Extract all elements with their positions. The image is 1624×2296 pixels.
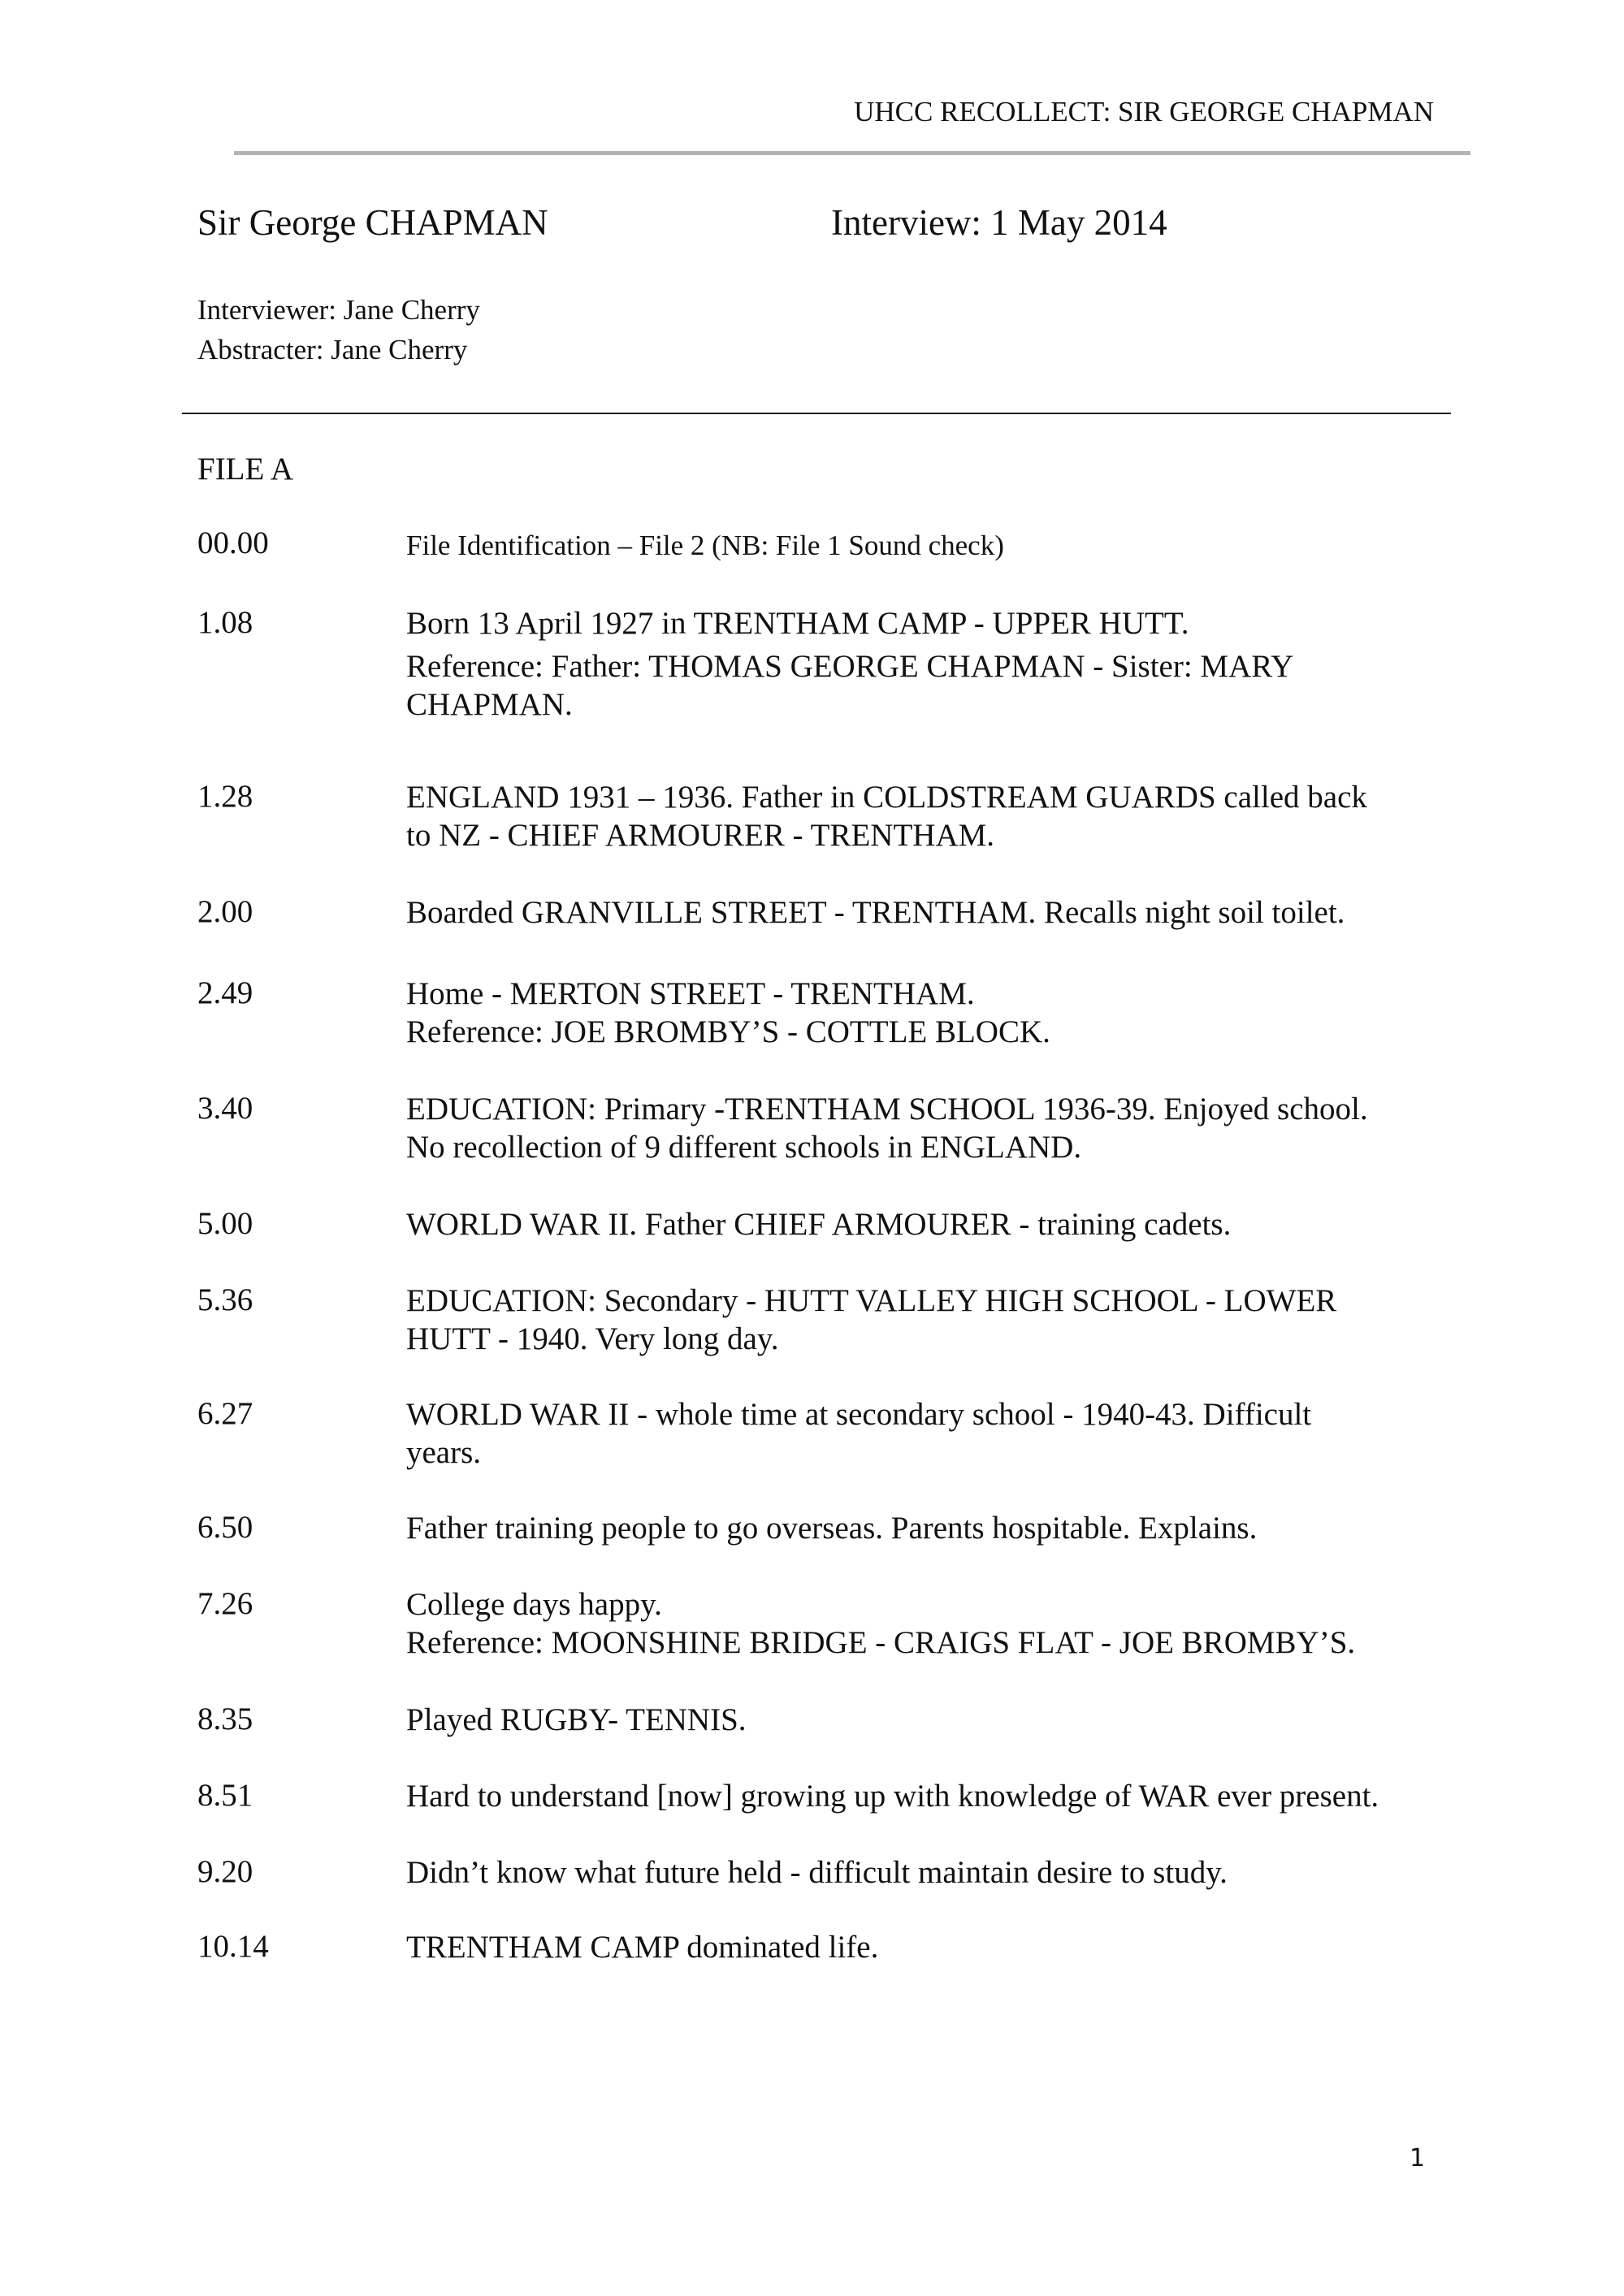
entry-text [406,526,1454,564]
entry-line: EDUCATION: Secondary - HUTT VALLEY HIGH SCHOOL - LOWER [406,1283,1337,1318]
page-number: 1 [1410,2144,1426,2173]
interviewer-line: Interviewer: Jane Cherry [197,294,480,326]
interviewee-name: Sir George CHAPMAN [197,202,548,243]
entry-time: 00.00 [197,525,269,560]
entry-text [406,778,1454,854]
entry-text [406,975,1454,1051]
entry-text [406,1777,1454,1815]
entry-line: WORLD WAR II - whole time at secondary school - 1940-43. Difficult [406,1397,1312,1432]
entry-line: TRENTHAM CAMP dominated life. [406,1930,879,1965]
entry-text [406,1282,1454,1358]
entry-line: CHAPMAN. [406,687,573,722]
entry-text [406,604,1454,642]
entry-text [406,893,1454,932]
entry-line: Home - MERTON STREET - TRENTHAM. [406,976,975,1011]
entry-time: 1.28 [197,779,253,814]
entry-time: 9.20 [197,1854,253,1889]
section-divider [182,413,1451,414]
entry-line: College days happy. [406,1587,662,1622]
entry-text [406,1090,1454,1166]
entry-line: to NZ - CHIEF ARMOURER - TRENTHAM. [406,818,995,853]
entry-time: 5.00 [197,1206,253,1241]
entry-time: 2.49 [197,975,253,1010]
entry-line: Father training people to go overseas. Parents hospitable. Explains. [406,1511,1258,1546]
header-rule [234,151,1470,155]
entry-line: ENGLAND 1931 – 1936. Father in COLDSTREAM GUARDS called back [406,780,1367,815]
entry-text [406,1395,1454,1472]
entry-line: No recollection of 9 different schools in ENGLAND. [406,1130,1082,1165]
entry-text [406,647,1454,724]
entry-text [406,1701,1454,1739]
entry-line: EDUCATION: Primary -TRENTHAM SCHOOL 1936-39. Enjoyed school. [406,1092,1368,1126]
entry-line: Reference: Father: THOMAS GEORGE CHAPMAN - Sister: MARY [406,649,1294,684]
entry-line: File Identification – File 2 (NB: File 1 Sound check) [406,530,1004,561]
entry-time: 2.00 [197,894,253,929]
entry-text [406,1853,1454,1892]
interview-date: Interview: 1 May 2014 [831,202,1167,243]
entry-line: HUTT - 1940. Very long day. [406,1321,779,1356]
entry-line: Boarded GRANVILLE STREET - TRENTHAM. Recalls night soil toilet. [406,895,1345,930]
entry-time: 1.08 [197,605,253,640]
entry-time: 6.27 [197,1396,253,1431]
abstracter-line: Abstracter: Jane Cherry [197,334,468,365]
entry-line: Hard to understand [now] growing up with knowledge of WAR ever present. [406,1779,1379,1814]
entry-line: Reference: MOONSHINE BRIDGE - CRAIGS FLAT - JOE BROMBY’S. [406,1625,1356,1660]
entry-line: years. [406,1435,482,1470]
file-label: FILE A [197,452,294,486]
entry-text [406,1928,1454,1966]
entry-line: Reference: JOE BROMBY’S - COTTLE BLOCK. [406,1014,1050,1049]
entry-text [406,1585,1454,1662]
entry-time: 5.36 [197,1282,253,1317]
entry-time: 3.40 [197,1091,253,1126]
entry-text [406,1205,1454,1243]
entry-time: 8.51 [197,1778,253,1813]
entry-time: 10.14 [197,1929,269,1964]
entry-time: 8.35 [197,1701,253,1736]
entry-time: 7.26 [197,1586,253,1621]
entry-line: WORLD WAR II. Father CHIEF ARMOURER - training cadets. [406,1207,1232,1242]
entry-line: Born 13 April 1927 in TRENTHAM CAMP - UPPER HUTT. [406,606,1189,641]
entry-text [406,1509,1454,1547]
entry-time: 6.50 [197,1510,253,1545]
entry-line: Didn’t know what future held - difficult maintain desire to study. [406,1855,1228,1890]
entry-line: Played RUGBY- TENNIS. [406,1702,747,1737]
running-header: UHCC RECOLLECT: SIR GEORGE CHAPMAN [854,96,1434,128]
